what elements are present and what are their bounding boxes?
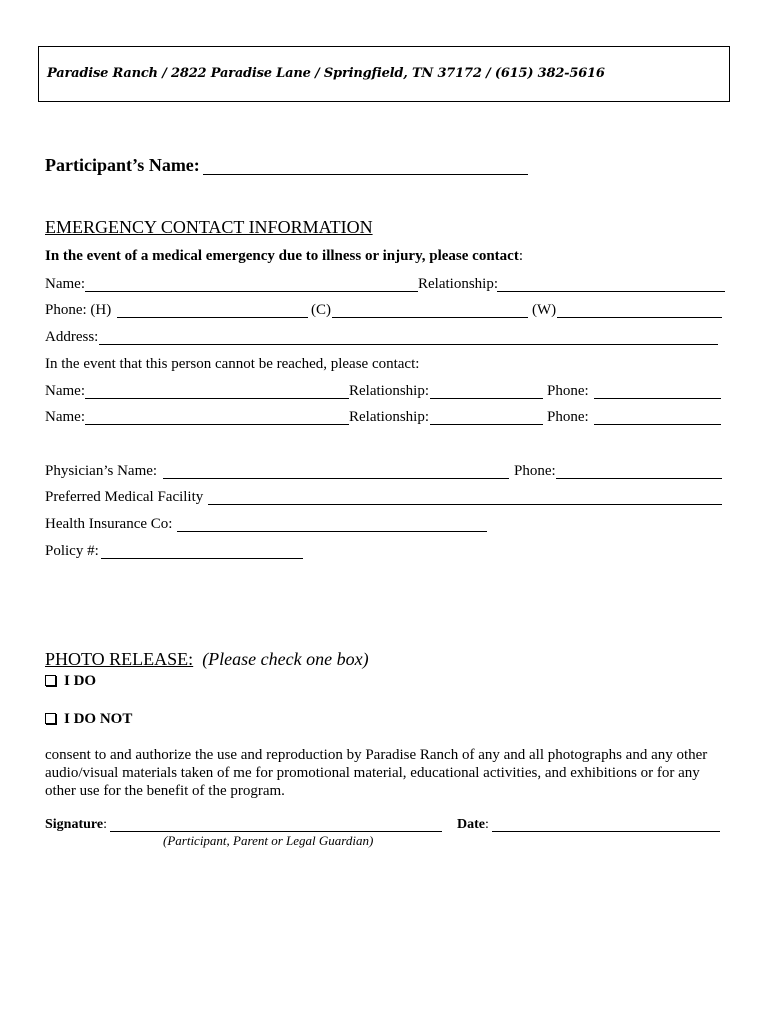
alt2-relationship-label: Relationship:	[349, 409, 429, 425]
option-i-do[interactable]	[45, 672, 96, 690]
phone-cell-field[interactable]	[332, 317, 528, 318]
option-i-do-not-label: I DO NOT	[64, 711, 133, 727]
alt2-relationship-field[interactable]	[430, 424, 543, 425]
signature-caption: (Participant, Parent or Legal Guardian)	[163, 833, 374, 848]
contact-relationship-field[interactable]	[497, 291, 725, 292]
insurance-label: Health Insurance Co:	[45, 516, 173, 532]
alt2-name-field[interactable]	[85, 424, 349, 425]
alt1-name-field[interactable]	[85, 398, 349, 399]
alternate-contact-intro: In the event that this person cannot be reached, please contact:	[45, 356, 420, 372]
option-i-do-not[interactable]	[45, 710, 132, 728]
phone-home-label: Phone: (H)	[45, 302, 112, 318]
contact-name-field[interactable]	[85, 291, 418, 292]
emergency-intro: In the event of a medical emergency due to illness or injury, please contact:	[45, 248, 523, 264]
consent-line-3: other use for the benefit of the program.	[45, 783, 285, 799]
phone-work-field[interactable]	[557, 317, 722, 318]
medical-facility-label: Preferred Medical Facility	[45, 489, 204, 505]
alt2-phone-field[interactable]	[594, 424, 721, 425]
physician-name-field[interactable]	[163, 478, 509, 479]
signature-label: Signature:	[45, 817, 107, 832]
medical-facility-field[interactable]	[208, 504, 722, 505]
contact-relationship-label: Relationship:	[418, 276, 498, 292]
option-i-do-label: I DO	[64, 673, 97, 689]
alt2-phone-label: Phone:	[547, 409, 589, 425]
alt2-name-label: Name:	[45, 409, 85, 425]
consent-line-2: audio/visual materials taken of me for promotional material, educational activities, and exhibitions or for any	[45, 765, 700, 781]
policy-label: Policy #:	[45, 543, 99, 559]
photo-release-title: PHOTO RELEASE:	[45, 649, 194, 669]
photo-release-instruction: (Please check one box)	[202, 649, 369, 669]
alt1-phone-field[interactable]	[594, 398, 721, 399]
date-field[interactable]	[492, 831, 720, 832]
phone-home-field[interactable]	[117, 317, 308, 318]
consent-line-1: consent to and authorize the use and reproduction by Paradise Ranch of any and all photographs and any other	[45, 747, 708, 763]
physician-phone-field[interactable]	[556, 478, 722, 479]
signature-field[interactable]	[110, 831, 442, 832]
physician-name-label: Physician’s Name:	[45, 463, 158, 479]
contact-name-label: Name:	[45, 276, 85, 292]
ranch-address-header: Paradise Ranch / 2822 Paradise Lane / Springfield, TN 37172 / (615) 382-5616	[47, 66, 605, 81]
photo-release-heading	[45, 649, 369, 670]
policy-field[interactable]	[101, 558, 303, 559]
emergency-contact-title: EMERGENCY CONTACT INFORMATION	[45, 217, 373, 237]
alt1-relationship-label: Relationship:	[349, 383, 429, 399]
insurance-field[interactable]	[177, 531, 487, 532]
physician-phone-label: Phone:	[514, 463, 556, 479]
address-field[interactable]	[99, 344, 718, 345]
header-box	[38, 46, 730, 102]
participant-name-label: Participant’s Name:	[45, 155, 200, 175]
phone-work-label: (W)	[532, 302, 557, 318]
checkbox-icon[interactable]	[45, 713, 56, 724]
checkbox-icon[interactable]	[45, 675, 56, 686]
alt1-phone-label: Phone:	[547, 383, 589, 399]
date-label: Date:	[457, 817, 489, 832]
alt1-name-label: Name:	[45, 383, 85, 399]
address-label: Address:	[45, 329, 99, 345]
participant-name-field[interactable]	[203, 174, 528, 175]
phone-cell-label: (C)	[311, 302, 331, 318]
alt1-relationship-field[interactable]	[430, 398, 543, 399]
